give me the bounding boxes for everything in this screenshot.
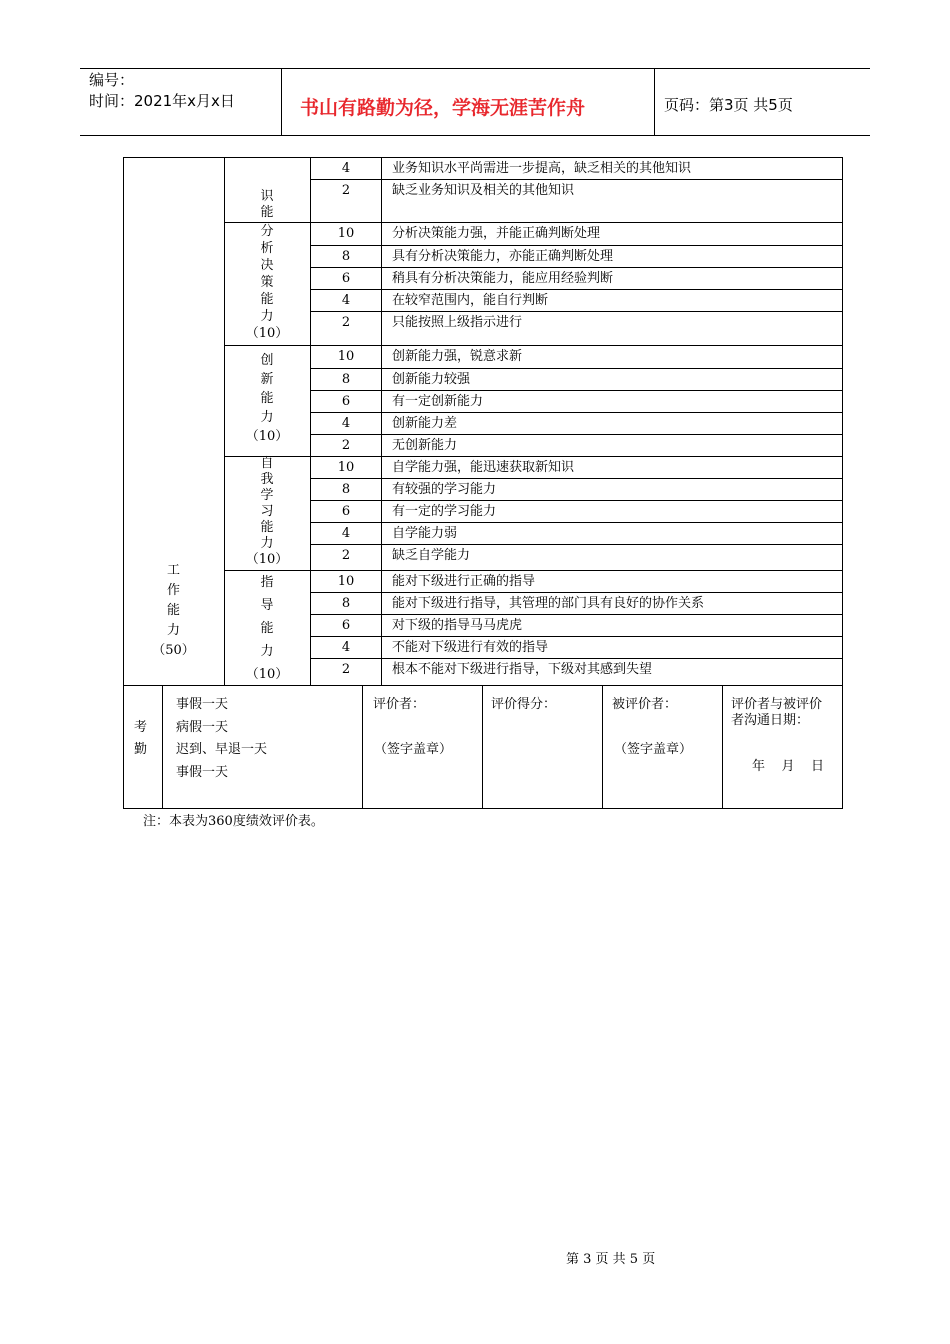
- category-label-char: 力: [260, 308, 274, 324]
- category-label-knowledge: [224, 189, 310, 221]
- category-label-char: 识: [260, 189, 274, 204]
- description-cell: 不能对下级进行有效的指导: [381, 636, 843, 659]
- category-label-innovation: [224, 351, 310, 446]
- category-weight: （10）: [245, 325, 289, 341]
- score-cell: 4: [310, 289, 382, 312]
- header-divider-1: [281, 68, 282, 136]
- score-cell: 2: [310, 311, 382, 346]
- communication-date-label: 评价者与被评价: [731, 697, 823, 712]
- description-cell: 在较窄范围内，能自行判断: [381, 289, 843, 312]
- score-cell: 10: [310, 456, 382, 479]
- communication-date-label: 者沟通日期：: [731, 713, 810, 728]
- category-label-char: 分: [260, 223, 274, 239]
- category-label-char: 能: [260, 620, 274, 636]
- attendance-label-char: 勤: [134, 742, 148, 757]
- category-label-char: 析: [260, 240, 274, 256]
- description-cell: 具有分析决策能力，亦能正确判断处理: [381, 245, 843, 268]
- category-label-decision: [224, 223, 310, 342]
- category-label-char: 创: [260, 352, 274, 368]
- description-cell: 对下级的指导马马虎虎: [381, 614, 843, 637]
- attendance-item: 迟到、早退一天: [176, 742, 268, 757]
- document-number-label: 编号：: [89, 71, 135, 89]
- score-cell: 2: [310, 179, 382, 223]
- score-cell: 6: [310, 614, 382, 637]
- category-label-char: 能: [260, 390, 274, 406]
- header-motto: 书山有路勤为径，学海无涯苦作舟: [300, 97, 586, 119]
- outer-category-char: 能: [166, 603, 180, 618]
- score-cell: 2: [310, 544, 382, 571]
- score-cell: 4: [310, 636, 382, 659]
- attendance-label-char: 考: [134, 720, 148, 735]
- outer-category-label: [123, 561, 224, 661]
- category-label-char: 能: [260, 205, 274, 220]
- page-footer-number: 第 3 页 共 5 页: [566, 1252, 656, 1267]
- evaluator-label: 评价者：: [373, 697, 426, 712]
- score-cell: 10: [310, 222, 382, 246]
- description-cell: 只能按照上级指示进行: [381, 311, 843, 346]
- description-cell: 有较强的学习能力: [381, 478, 843, 501]
- score-cell: 4: [310, 522, 382, 545]
- description-cell: 能对下级进行指导，其管理的部门具有良好的协作关系: [381, 592, 843, 615]
- category-label-char: 力: [260, 409, 274, 425]
- description-cell: 能对下级进行正确的指导: [381, 570, 843, 593]
- score-cell: 8: [310, 368, 382, 391]
- description-cell: 业务知识水平尚需进一步提高，缺乏相关的其他知识: [381, 157, 843, 180]
- header-page-number: 页码：第3页 共5页: [664, 96, 793, 114]
- description-cell: 稍具有分析决策能力，能应用经验判断: [381, 267, 843, 290]
- outer-category-char: 力: [166, 623, 180, 638]
- category-label-char: 我: [260, 472, 274, 487]
- score-cell: 8: [310, 478, 382, 501]
- document-time-label: 时间：2021年x月x日: [89, 92, 235, 110]
- category-label-char: 能: [260, 291, 274, 307]
- evaluator-signature-hint: （签字盖章）: [374, 742, 453, 757]
- evaluatee-label: 被评价者：: [612, 697, 678, 712]
- score-cell: 4: [310, 157, 382, 180]
- attendance-item: 事假一天: [176, 697, 229, 712]
- category-label-selflearning: [224, 456, 310, 568]
- description-cell: 缺乏业务知识及相关的其他知识: [381, 179, 843, 223]
- description-cell: 自学能力弱: [381, 522, 843, 545]
- attendance-item: 病假一天: [176, 719, 229, 735]
- category-label-guidance: [224, 571, 310, 686]
- category-label-char: 决: [260, 257, 274, 273]
- description-cell: 分析决策能力强，并能正确判断处理: [381, 222, 843, 246]
- description-cell: 根本不能对下级进行指导，下级对其感到失望: [381, 658, 843, 686]
- outer-category-char: 作: [166, 583, 180, 598]
- header-bottom-rule: [80, 135, 870, 136]
- category-label-char: 学: [260, 488, 274, 503]
- category-label-char: 策: [260, 274, 274, 290]
- category-weight: （10）: [245, 428, 289, 444]
- category-weight: （10）: [245, 552, 289, 567]
- category-label-char: 能: [260, 520, 274, 535]
- score-cell: 2: [310, 434, 382, 457]
- attendance-item: 事假一天: [176, 764, 229, 780]
- communication-date-fields: 年 月 日: [752, 759, 825, 774]
- score-cell: 10: [310, 345, 382, 369]
- score-cell: 2: [310, 658, 382, 686]
- outer-category-weight: （50）: [152, 643, 195, 658]
- description-cell: 创新能力较强: [381, 368, 843, 391]
- category-label-char: 力: [260, 536, 274, 551]
- description-cell: 创新能力差: [381, 412, 843, 435]
- score-cell: 6: [310, 267, 382, 290]
- category-label-char: 习: [260, 504, 274, 519]
- score-cell: 4: [310, 412, 382, 435]
- score-cell: 6: [310, 500, 382, 523]
- description-cell: 有一定创新能力: [381, 390, 843, 413]
- category-label-char: 自: [260, 456, 274, 471]
- score-cell: 10: [310, 570, 382, 593]
- description-cell: 有一定的学习能力: [381, 500, 843, 523]
- category-label-char: 新: [260, 371, 274, 387]
- header-top-rule: [80, 68, 870, 69]
- description-cell: 创新能力强，锐意求新: [381, 345, 843, 369]
- evaluatee-signature-hint: （签字盖章）: [614, 742, 693, 757]
- description-cell: 缺乏自学能力: [381, 544, 843, 571]
- score-cell: 6: [310, 390, 382, 413]
- description-cell: 自学能力强，能迅速获取新知识: [381, 456, 843, 479]
- table-note: 注：本表为360度绩效评价表。: [143, 814, 324, 829]
- description-cell: 无创新能力: [381, 434, 843, 457]
- category-weight: （10）: [245, 666, 289, 682]
- category-label-char: 导: [260, 597, 274, 613]
- outer-category-char: 工: [166, 563, 180, 578]
- score-cell: 8: [310, 592, 382, 615]
- header-divider-2: [654, 68, 655, 136]
- score-label: 评价得分：: [491, 697, 557, 712]
- category-label-char: 力: [260, 643, 274, 659]
- score-cell: 8: [310, 245, 382, 268]
- category-label-char: 指: [260, 574, 274, 590]
